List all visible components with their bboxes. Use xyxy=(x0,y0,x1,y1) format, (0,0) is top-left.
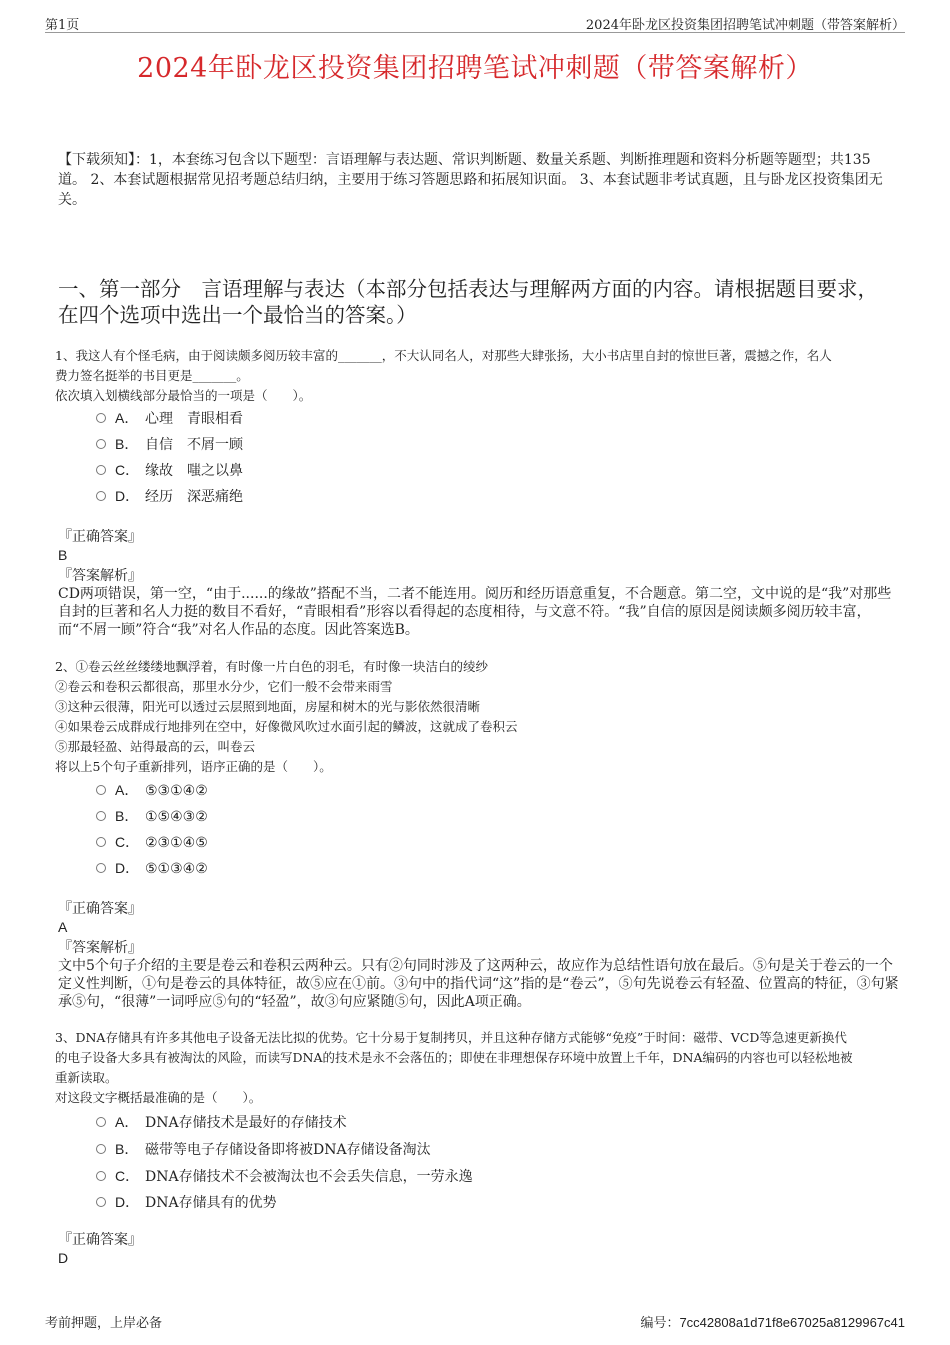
radio-icon[interactable] xyxy=(96,1197,106,1207)
option-d[interactable]: D． ⑤①③④② xyxy=(96,859,208,877)
correct-answer-value: A xyxy=(58,919,68,935)
option-b[interactable]: B． 自信 不屑一顾 xyxy=(96,435,243,453)
question-2-answer xyxy=(58,900,900,1011)
option-a[interactable]: A． ⑤③①④② xyxy=(96,781,208,799)
radio-icon[interactable] xyxy=(96,837,106,847)
question-line: 2、①卷云丝丝缕缕地飘浮着，有时像一片白色的羽毛，有时像一块洁白的绫纱 xyxy=(55,659,488,674)
radio-icon[interactable] xyxy=(96,785,106,795)
page-header xyxy=(45,14,905,33)
option-b[interactable]: B． ①⑤④③② xyxy=(96,807,208,825)
option-c[interactable]: C． ②③①④⑤ xyxy=(96,833,208,851)
correct-answer-label: 『正确答案』 xyxy=(58,1232,142,1248)
option-b[interactable]: B． 磁带等电子存储设备即将被DNA存储设备淘汰 xyxy=(96,1140,431,1158)
correct-answer-value: B xyxy=(58,547,68,563)
question-2-stem xyxy=(55,657,895,777)
analysis-label: 『答案解析』 xyxy=(58,940,142,956)
correct-answer-label: 『正确答案』 xyxy=(58,901,142,917)
question-line: ②卷云和卷积云都很高，那里水分少，它们一般不会带来雨雪 xyxy=(55,679,393,694)
question-line: 3、DNA存储具有许多其他电子设备无法比拟的优势。它十分易于复制拷贝，并且这种存储方式能够“免疫”于时间：磁带、VCD等急速更新换代 xyxy=(55,1030,847,1045)
option-c[interactable]: C． DNA存储技术不会被淘汰也不会丢失信息，一劳永逸 xyxy=(96,1167,473,1185)
footer-serial: 编号：7cc42808a1d71f8e67025a8129967c41 xyxy=(640,1315,905,1330)
radio-icon[interactable] xyxy=(96,491,106,501)
radio-icon[interactable] xyxy=(96,863,106,873)
radio-icon[interactable] xyxy=(96,413,106,423)
correct-answer-value: D xyxy=(58,1250,69,1266)
question-1-stem xyxy=(55,346,895,406)
analysis-text: 文中5个句子介绍的主要是卷云和卷积云两种云。只有②句同时涉及了这两种云，故应作为总结性语句放在最后。⑤句是关于卷云的一个定义性判断，①句是卷云的具体特征，故⑤应在①前。③句中的指代词“这”指的是“卷云”，⑤句先说卷云有轻盈、位置高的特征，③句紧承⑤句，“很薄”一词呼应⑤句的“轻盈”，故③句应紧随⑤句，因此A项正确。 xyxy=(58,958,899,1010)
radio-icon[interactable] xyxy=(96,465,106,475)
question-3-stem xyxy=(55,1028,895,1108)
question-line: ④如果卷云成群成行地排列在空中，好像微风吹过水面引起的鳞波，这就成了卷积云 xyxy=(55,719,518,734)
option-c[interactable]: C． 缘故 嗤之以鼻 xyxy=(96,461,243,479)
correct-answer-label: 『正确答案』 xyxy=(58,529,142,545)
question-line: 1、我这人有个怪毛病，由于阅读颇多阅历较丰富的_______，不大认同名人，对那些大肆张扬，大小书店里自封的惊世巨著，震撼之作，名人 xyxy=(55,348,832,363)
document-title: 2024年卧龙区投资集团招聘笔试冲刺题（带答案解析） xyxy=(137,53,813,84)
analysis-text: CD两项错误，第一空，“由于......的缘故”搭配不当，二者不能连用。阅历和经历语意重复，不合题意。第二空，文中说的是“我”对那些自封的巨著和名人力挺的数目不看好，“青眼相看”形容以看得起的态度相待，与文意不符。“我”自信的原因是阅读颇多阅历较丰富，而“不屑一顾”符合“我”对名人作品的态度。因此答案选B。 xyxy=(58,586,892,638)
download-notice: 【下载须知】：1，本套练习包含以下题型：言语理解与表达题、常识判断题、数量关系题、判断推理题和资料分析题等题型；共135道。 2、本套试题根据常见招考题总结归纳，主要用于练习答题思路和拓展知识面。 3、本套试题非考试真题，且与卧龙区投资集团无关。 xyxy=(58,152,883,208)
footer-slogan: 考前押题，上岸必备 xyxy=(45,1316,163,1331)
analysis-label: 『答案解析』 xyxy=(58,568,142,584)
radio-icon[interactable] xyxy=(96,1144,106,1154)
page-number: 第1页 xyxy=(45,18,80,33)
question-line: ③这种云很薄，阳光可以透过云层照到地面，房屋和树木的光与影依然很清晰 xyxy=(55,699,481,714)
question-3-answer xyxy=(58,1231,900,1267)
question-line: ⑤那最轻盈、站得最高的云，叫卷云 xyxy=(55,739,256,754)
option-d[interactable]: D． 经历 深恶痛绝 xyxy=(96,487,243,505)
radio-icon[interactable] xyxy=(96,1117,106,1127)
radio-icon[interactable] xyxy=(96,439,106,449)
question-line: 对这段文字概括最准确的是（ ）。 xyxy=(55,1090,262,1105)
option-d[interactable]: D． DNA存储具有的优势 xyxy=(96,1193,277,1211)
option-a[interactable]: A． 心理 青眼相看 xyxy=(96,409,243,427)
question-line: 依次填入划横线部分最恰当的一项是（ ）。 xyxy=(55,388,312,403)
radio-icon[interactable] xyxy=(96,1171,106,1181)
page-footer xyxy=(45,1312,905,1330)
section-heading: 一、第一部分 言语理解与表达（本部分包括表达与理解两方面的内容。请根据题目要求，在四个选项中选出一个最恰当的答案。） xyxy=(58,277,878,327)
question-line: 费力签名挺举的书目更是_______。 xyxy=(55,368,249,383)
question-line: 重新读取。 xyxy=(55,1070,118,1085)
question-line: 的电子设备大多具有被淘汰的风险，而读写DNA的技术是永不会落伍的；即使在非理想保存环境中放置上千年，DNA编码的内容也可以轻松地被 xyxy=(55,1050,853,1065)
running-title: 2024年卧龙区投资集团招聘笔试冲刺题（带答案解析） xyxy=(585,18,905,33)
question-1-answer xyxy=(58,528,900,639)
question-line: 将以上5个句子重新排列，语序正确的是（ ）。 xyxy=(55,759,332,774)
option-a[interactable]: A． DNA存储技术是最好的存储技术 xyxy=(96,1113,347,1131)
radio-icon[interactable] xyxy=(96,811,106,821)
